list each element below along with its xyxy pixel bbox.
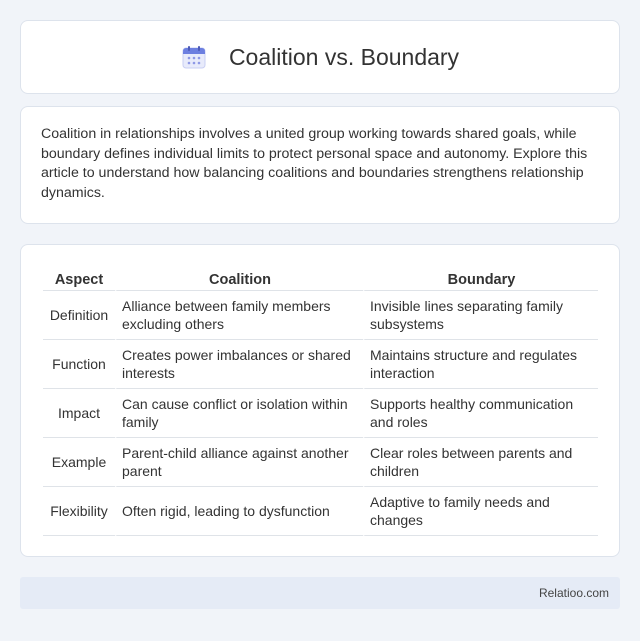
- intro-paragraph: Coalition in relationships involves a united group working towards shared goals, while boundary defines individual limits to protect personal space and autonomy. Explore this article to understand how balancing coalitions and boundaries strengthens relationship dynamics.: [41, 126, 588, 201]
- row-boundary: Adaptive to family needs and changes: [363, 487, 598, 536]
- intro-card: [20, 106, 620, 224]
- footer-brand[interactable]: Relatioo.com: [538, 586, 609, 600]
- table-row: [43, 389, 598, 438]
- header-aspect: Aspect: [43, 265, 115, 291]
- row-boundary: Invisible lines separating family subsystems: [363, 291, 598, 340]
- header-boundary: Boundary: [363, 265, 598, 291]
- row-boundary: Maintains structure and regulates interaction: [363, 340, 598, 389]
- title-card: [20, 20, 620, 94]
- row-boundary: Clear roles between parents and children: [363, 438, 598, 487]
- table-row: [43, 291, 598, 340]
- calendar-icon: [181, 44, 207, 70]
- row-coalition: Creates power imbalances or shared interests: [115, 340, 363, 389]
- row-coalition: Alliance between family members excluding others: [115, 291, 363, 340]
- table-row: [43, 438, 598, 487]
- header-coalition: Coalition: [115, 265, 363, 291]
- row-coalition: Often rigid, leading to dysfunction: [115, 487, 363, 536]
- row-aspect: Flexibility: [43, 487, 115, 536]
- row-coalition: Can cause conflict or isolation within family: [115, 389, 363, 438]
- footer: [20, 577, 620, 609]
- row-aspect: Definition: [43, 291, 115, 340]
- row-aspect: Function: [43, 340, 115, 389]
- row-boundary: Supports healthy communication and roles: [363, 389, 598, 438]
- page-title: Coalition vs. Boundary: [228, 43, 460, 70]
- table-header-row: [43, 265, 598, 291]
- table-row: [43, 340, 598, 389]
- table-row: [43, 487, 598, 536]
- row-coalition: Parent-child alliance against another parent: [115, 438, 363, 487]
- row-aspect: Example: [43, 438, 115, 487]
- row-aspect: Impact: [43, 389, 115, 438]
- comparison-table: [43, 265, 598, 536]
- comparison-card: [20, 244, 620, 557]
